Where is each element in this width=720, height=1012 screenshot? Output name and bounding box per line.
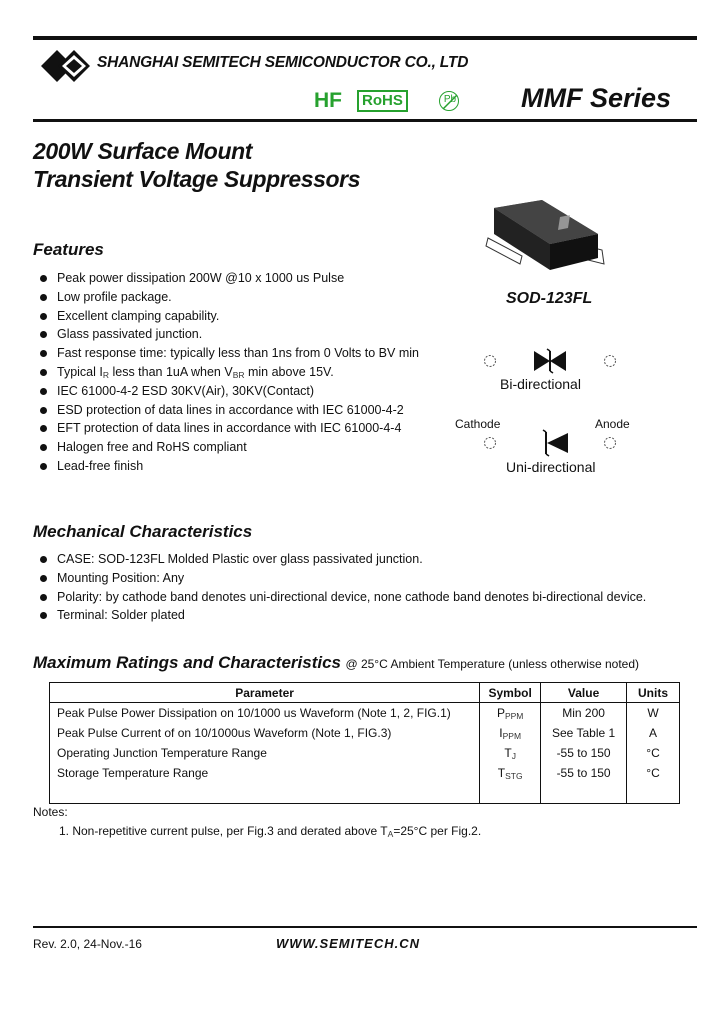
typical-ir-text: Typical I	[57, 364, 103, 379]
table-cell: Storage Temperature Range	[50, 763, 480, 783]
cathode-label: Cathode	[455, 417, 501, 431]
table-cell: Operating Junction Temperature Range	[50, 743, 480, 763]
table-cell	[541, 783, 627, 804]
features-list	[33, 269, 419, 476]
table-cell: See Table 1	[541, 723, 627, 743]
table-cell: °C	[627, 743, 680, 763]
table-cell	[480, 783, 541, 804]
page-title-line2: Transient Voltage Suppressors	[33, 166, 361, 192]
table-cell: $T_{STG}$	[480, 763, 541, 783]
note-1: 1. Non-repetitive current pulse, per Fig.3 and derated above $T_A=25^\circ C$ per Fig.2.	[59, 824, 482, 839]
column-header: Units	[627, 683, 680, 703]
list-item: Peak power dissipation 200W @10 x 1000 us Pulse	[33, 269, 419, 288]
unidirectional-diode-symbol	[480, 428, 620, 458]
list-item: Mounting Position: Any	[33, 569, 646, 588]
table-row-empty	[50, 783, 680, 804]
list-item: Polarity: by cathode band denotes uni-directional device, none cathode band denotes bi-directional device.	[33, 588, 646, 607]
table-cell	[50, 783, 480, 804]
list-item: Excellent clamping capability.	[33, 307, 419, 326]
table-header-row	[50, 683, 680, 703]
list-item: Lead-free finish	[33, 457, 419, 476]
table-cell: $T_J$	[480, 743, 541, 763]
table-cell: °C	[627, 763, 680, 783]
list-item: Fast response time: typically less than 1ns from 0 Volts to BV min	[33, 344, 419, 363]
table-row	[50, 703, 680, 724]
column-header: Symbol	[480, 683, 541, 703]
table-cell: $P_{PPM}$	[480, 703, 541, 724]
footer-rule	[33, 926, 697, 928]
header-top-rule	[33, 36, 697, 40]
bidirectional-label: Bi-directional	[500, 376, 581, 392]
bidirectional-diode-symbol	[480, 345, 620, 375]
header-bottom-rule	[33, 119, 697, 122]
page-title-line1: 200W Surface Mount	[33, 138, 253, 164]
website-link[interactable]: WWW.SEMITECH.CN	[276, 936, 421, 951]
table-cell: Peak Pulse Current of on 10/1000us Waveform (Note 1, FIG.3)	[50, 723, 480, 743]
list-item: IEC 61000-4-2 ESD 30KV(Air), 30KV(Contact)	[33, 382, 419, 401]
sod123fl-package-icon	[482, 198, 612, 288]
table-cell: $I_{PPM}$	[480, 723, 541, 743]
lead-free-slash	[439, 91, 461, 113]
table-cell	[627, 783, 680, 804]
rohs-mark: RoHS	[357, 90, 408, 112]
list-item: CASE: SOD-123FL Molded Plastic over glass passivated junction.	[33, 550, 646, 569]
table-cell: -55 to 150	[541, 763, 627, 783]
revision-text: Rev. 2.0, 24-Nov.-16	[33, 937, 142, 951]
series-name: MMF Series	[521, 83, 672, 113]
list-item: Glass passivated junction.	[33, 325, 419, 344]
package-label: SOD-123FL	[506, 290, 593, 307]
typical-ir-post: min above 15V.	[244, 364, 334, 379]
table-cell: -55 to 150	[541, 743, 627, 763]
unidirectional-label: Uni-directional	[506, 459, 596, 475]
list-item: Halogen free and RoHS compliant	[33, 438, 419, 457]
company-name: SHANGHAI SEMITECH SEMICONDUCTOR CO., LTD	[97, 54, 469, 71]
table-row	[50, 763, 680, 783]
list-item: EFT protection of data lines in accordance with IEC 61000-4-4	[33, 419, 419, 438]
table-cell: W	[627, 703, 680, 724]
notes-label: Notes:	[33, 805, 68, 819]
mechanical-list	[33, 550, 646, 625]
features-heading: Features	[33, 240, 104, 259]
table-cell: Peak Pulse Power Dissipation on 10/1000 us Waveform (Note 1, 2, FIG.1)	[50, 703, 480, 724]
ratings-subheading: @ 25°C Ambient Temperature (unless otherwise noted)	[345, 657, 640, 671]
mechanical-heading: Mechanical Characteristics	[33, 522, 253, 541]
lead-free-mark: Pb	[443, 94, 457, 105]
halogen-free-mark: HF	[314, 89, 342, 112]
list-item-typical-ir	[33, 363, 419, 382]
vbr-subscript: BR	[232, 369, 245, 380]
list-item: ESD protection of data lines in accordance with IEC 61000-4-2	[33, 401, 419, 420]
list-item: Terminal: Solder plated	[33, 606, 646, 625]
column-header: Value	[541, 683, 627, 703]
table-cell: A	[627, 723, 680, 743]
ratings-heading-row	[33, 653, 639, 673]
ir-subscript: R	[102, 369, 109, 380]
ratings-heading: Maximum Ratings and Characteristics	[33, 653, 341, 672]
table-row	[50, 723, 680, 743]
anode-label: Anode	[595, 417, 630, 431]
table-row	[50, 743, 680, 763]
ratings-table	[49, 682, 680, 804]
typical-ir-mid: less than 1uA when V	[109, 364, 233, 379]
list-item: Low profile package.	[33, 288, 419, 307]
company-logo-icon	[38, 46, 94, 86]
table-cell: Min 200	[541, 703, 627, 724]
column-header: Parameter	[50, 683, 480, 703]
